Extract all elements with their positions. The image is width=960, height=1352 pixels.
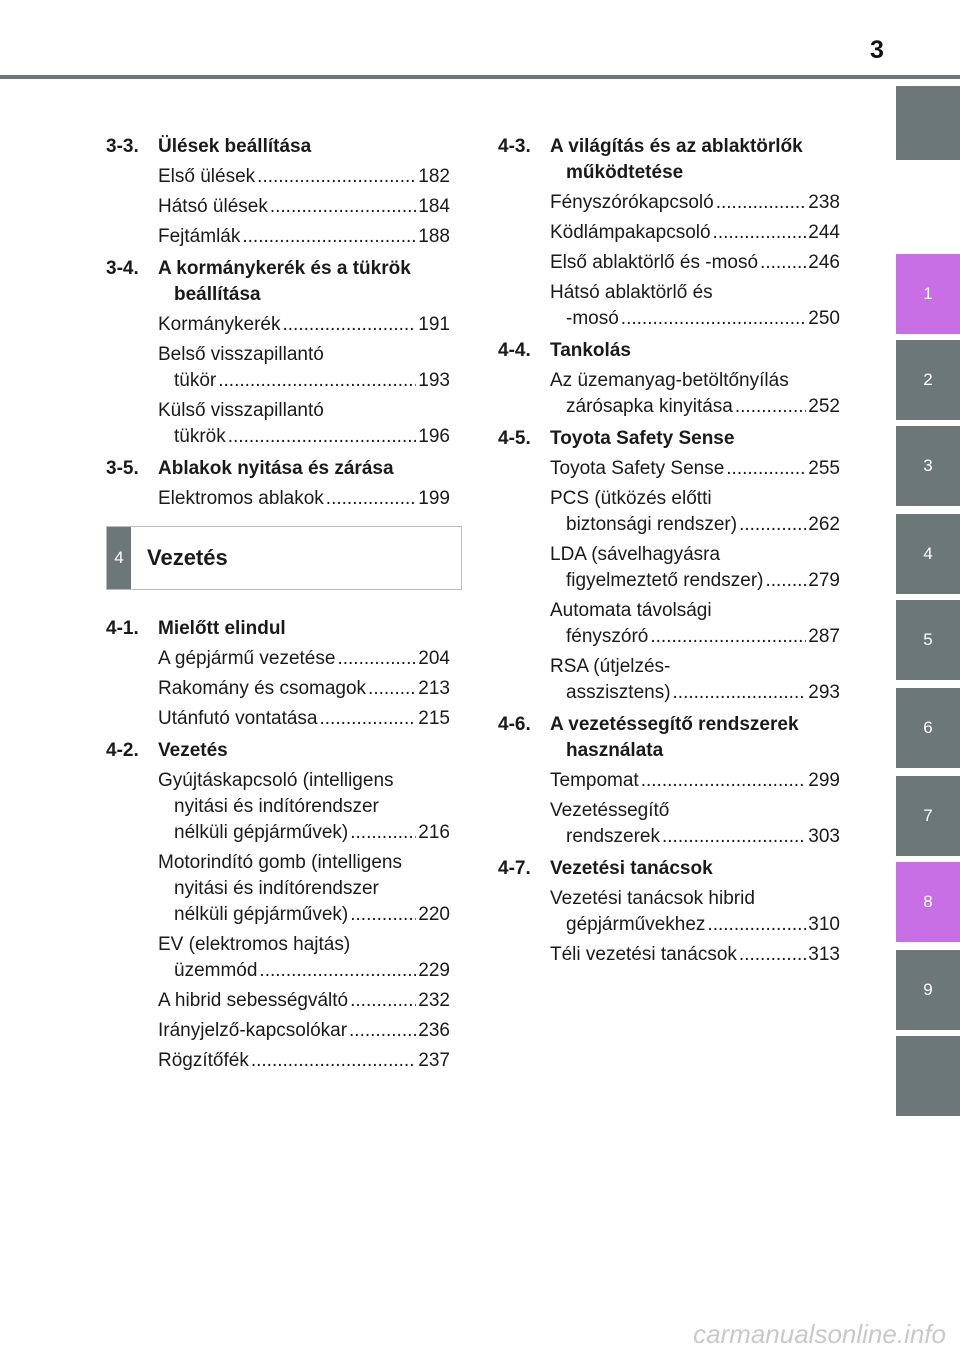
dot-leader [283,312,417,338]
section-title[interactable] [158,456,450,482]
dot-leader [350,820,416,846]
page-ref: 199 [418,488,450,509]
chapter-tab-7[interactable]: 7 [896,776,960,856]
toc-entry[interactable] [158,342,450,394]
page-ref: 252 [808,396,840,417]
page-ref: 191 [418,314,450,335]
entry-text: Fejtámlák [158,226,241,247]
page-ref: 215 [418,708,450,729]
toc-section [498,856,840,968]
toc-entry[interactable] [550,598,840,650]
toc-entry[interactable] [550,542,840,594]
entry-text: Hátsó ülések [158,196,268,217]
section-number: 3-4. [106,258,139,279]
entry-text: Rögzítőfék [158,1050,249,1071]
entry-text: Első ülések [158,166,256,187]
chapter-header[interactable] [106,526,462,590]
page-ref: 310 [808,914,840,935]
dot-leader [251,1048,416,1074]
toc-entry[interactable] [158,850,450,928]
entry-text: Fényszórókapcsoló [550,192,714,213]
toc-entry[interactable] [158,768,450,846]
section-title-line: Toyota Safety Sense [550,428,735,449]
page-ref: 229 [418,960,450,981]
page-ref: 244 [808,222,840,243]
page-ref: 196 [418,426,450,447]
toc-section [106,616,450,732]
toc-entry[interactable] [550,250,840,276]
dot-leader [716,190,807,216]
section-number: 4-1. [106,618,139,639]
entry-text: zárósapka kinyitása [566,396,733,417]
toc-entry[interactable] [158,312,450,338]
section-title-line: A világítás és az ablaktörlők [550,136,803,157]
toc-entry[interactable] [550,798,840,850]
entry-text: nélküli gépjárművek) [174,904,349,925]
dot-leader [242,224,416,250]
toc-section [498,134,840,332]
entry-text: RSA (útjelzés- [550,656,671,677]
toc-section [106,134,450,250]
page-ref: 313 [808,944,840,965]
page-ref: 216 [418,822,450,843]
toc-entry[interactable] [550,280,840,332]
chapter-tab-blank[interactable] [896,86,960,160]
section-title-line: Tankolás [550,340,631,361]
dot-leader [650,624,806,650]
section-title-line: Ablakok nyitása és zárása [158,458,394,479]
page-ref: 232 [418,990,450,1011]
section-title[interactable] [550,426,840,452]
section-title-line: Mielőtt elindul [158,618,286,639]
page-ref: 279 [808,570,840,591]
entry-text: LDA (sávelhagyásra [550,544,721,565]
entry-text: Első ablaktörlő és -mosó [550,252,759,273]
dot-leader [662,824,806,850]
page-ref: 204 [418,648,450,669]
toc-entry[interactable] [158,194,450,220]
chapter-tab-1[interactable]: 1 [896,254,960,334]
toc-entry[interactable] [158,398,450,450]
page-ref: 238 [808,192,840,213]
toc-entry[interactable] [550,654,840,706]
section-title-line: Vezetési tanácsok [550,858,713,879]
dot-leader [337,646,416,672]
section-title[interactable] [550,134,840,186]
entry-text: nyitási és indítórendszer [174,796,379,817]
section-title[interactable] [158,738,450,764]
entry-text: Vezetési tanácsok hibrid [550,888,755,909]
entry-text: Külső visszapillantó [158,400,324,421]
section-number: 3-3. [106,136,139,157]
dot-leader [739,942,806,968]
entry-text: Rakomány és csomagok [158,678,367,699]
page-number: 3 [870,36,884,64]
page-ref: 303 [808,826,840,847]
page-ref: 299 [808,770,840,791]
section-title-line: beállítása [174,284,261,305]
page-ref: 237 [418,1050,450,1071]
toc-entry[interactable] [550,886,840,938]
toc-entry[interactable] [158,988,450,1014]
toc-section [106,738,450,1074]
chapter-tab-2[interactable]: 2 [896,340,960,420]
dot-leader [320,706,417,732]
page-ref: 184 [418,196,450,217]
entry-text: Utánfutó vontatása [158,708,318,729]
entry-text: Vezetéssegítő [550,800,670,821]
dot-leader [350,988,416,1014]
page-ref: 250 [808,308,840,329]
entry-text: Téli vezetési tanácsok [550,944,737,965]
dot-leader [228,424,417,450]
page-ref: 188 [418,226,450,247]
toc-section [498,426,840,706]
entry-text: asszisztens) [566,682,671,703]
page-ref: 213 [418,678,450,699]
section-number: 4-3. [498,136,531,157]
entry-text: figyelmeztető rendszer) [566,570,764,591]
toc-entry[interactable] [550,486,840,538]
page-ref: 246 [808,252,840,273]
dot-leader [257,164,416,190]
entry-text: biztonsági rendszer) [566,514,738,535]
section-number: 4-6. [498,714,531,735]
section-title[interactable] [550,338,840,364]
chapter-tab-5[interactable]: 5 [896,600,960,680]
dot-leader [760,250,806,276]
toc-entry[interactable] [158,932,450,984]
section-title-line: használata [566,740,664,761]
entry-text: Hátsó ablaktörlő és [550,282,713,303]
section-title-line: működtetése [566,162,684,183]
page-ref: 287 [808,626,840,647]
dot-leader [739,512,806,538]
page-ref: 236 [418,1020,450,1041]
dot-leader [641,768,807,794]
toc-entry[interactable] [158,706,450,732]
toc-entry[interactable] [158,1018,450,1044]
section-number: 4-4. [498,340,531,361]
entry-text: nélküli gépjárművek) [174,822,349,843]
section-number: 4-5. [498,428,531,449]
section-title[interactable] [158,256,450,308]
entry-text: -mosó [566,308,619,329]
toc-entry[interactable] [158,1048,450,1074]
section-title[interactable] [158,134,450,160]
entry-text: Motorindító gomb (intelligens [158,852,402,873]
page-ref: 182 [418,166,450,187]
dot-leader [621,306,807,332]
toc-section [498,712,840,850]
dot-leader [765,568,806,594]
toc-entry[interactable] [158,676,450,702]
toc-entry[interactable] [550,220,840,246]
toc-left-column [106,134,450,1080]
toc-entry[interactable] [550,190,840,216]
entry-text: Tempomat [550,770,639,791]
toc-right-column [498,134,840,974]
entry-text: Gyújtáskapcsoló (intelligens [158,770,394,791]
dot-leader [349,1018,416,1044]
dot-leader [270,194,416,220]
section-title[interactable] [158,616,450,642]
page-ref: 255 [808,458,840,479]
toc-entry[interactable] [158,164,450,190]
section-title-line: A kormánykerék és a tükrök [158,258,411,279]
toc-section [106,256,450,450]
entry-text: tükör [174,370,217,391]
dot-leader [735,394,806,420]
header-divider [0,75,960,79]
entry-text: Belső visszapillantó [158,344,324,365]
section-title[interactable] [550,712,840,764]
chapter-tab-8[interactable]: 8 [896,862,960,942]
chapter-tab-9[interactable]: 9 [896,950,960,1030]
toc-entry[interactable] [158,486,450,512]
toc-entry[interactable] [550,768,840,794]
section-title[interactable] [550,856,840,882]
chapter-tab-4[interactable]: 4 [896,514,960,594]
page-ref: 193 [418,370,450,391]
watermark: carmanualsonline.info [693,1319,946,1349]
chapter-number: 4 [107,527,131,589]
dot-leader [707,912,806,938]
toc-entry[interactable] [550,368,840,420]
entry-text: PCS (ütközés előtti [550,488,712,509]
toc-entry[interactable] [158,224,450,250]
entry-text: Ködlámpakapcsoló [550,222,711,243]
page-ref: 220 [418,904,450,925]
toc-entry[interactable] [158,646,450,672]
entry-text: üzemmód [174,960,258,981]
entry-text: rendszerek [566,826,660,847]
entry-text: fényszóró [566,626,649,647]
entry-text: Toyota Safety Sense [550,458,725,479]
chapter-tab-6[interactable]: 6 [896,688,960,768]
dot-leader [326,486,417,512]
toc-entry[interactable] [550,942,840,968]
dot-leader [218,368,416,394]
entry-text: nyitási és indítórendszer [174,878,379,899]
dot-leader [350,902,416,928]
toc-entry[interactable] [550,456,840,482]
chapter-tab-3[interactable]: 3 [896,426,960,506]
page-ref: 262 [808,514,840,535]
section-number: 3-5. [106,458,139,479]
entry-text: EV (elektromos hajtás) [158,934,351,955]
entry-text: Automata távolsági [550,600,712,621]
entry-text: Az üzemanyag-betöltőnyílás [550,370,789,391]
dot-leader [259,958,416,984]
section-title-line: A vezetéssegítő rendszerek [550,714,799,735]
entry-text: Kormánykerék [158,314,281,335]
section-title-line: Ülések beállítása [158,136,312,157]
dot-leader [713,220,807,246]
dot-leader [673,680,807,706]
entry-text: Irányjelző-kapcsolókar [158,1020,348,1041]
page-ref: 293 [808,682,840,703]
chapter-title: Vezetés [147,545,228,570]
entry-text: A gépjármű vezetése [158,648,336,669]
toc-section [498,338,840,420]
entry-text: Elektromos ablakok [158,488,324,509]
entry-text: A hibrid sebességváltó [158,990,349,1011]
dot-leader [368,676,416,702]
entry-text: gépjárművekhez [566,914,706,935]
section-title-line: Vezetés [158,740,228,761]
chapter-tab-blank[interactable] [896,1036,960,1116]
toc-section [106,456,450,512]
section-number: 4-2. [106,740,139,761]
entry-text: tükrök [174,426,226,447]
section-number: 4-7. [498,858,531,879]
dot-leader [726,456,806,482]
